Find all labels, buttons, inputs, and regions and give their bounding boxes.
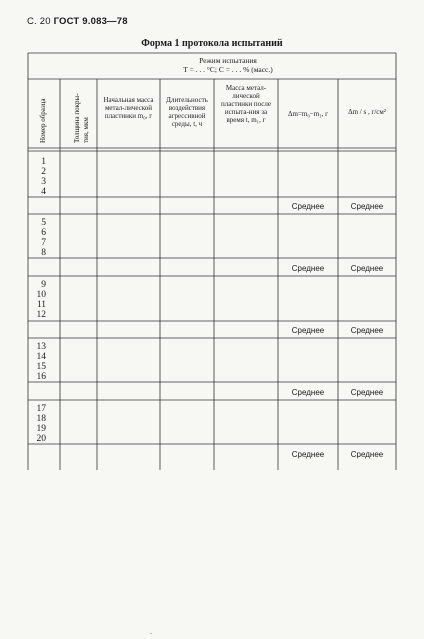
col-header-mass-after: Масса метал-лической пластинки после испыта-ния за время t, m₁, г <box>220 84 272 124</box>
row-number: 1 <box>41 157 46 167</box>
row-number: 13 <box>36 342 46 352</box>
avg-delta-m-per-s: Среднее <box>350 388 384 397</box>
row-number: 8 <box>41 248 46 258</box>
avg-delta-m-per-s: Среднее <box>350 450 384 459</box>
col-header-sample-no: Номер образца <box>39 98 47 143</box>
avg-delta-m-per-s: Среднее <box>350 264 384 273</box>
col-header-delta-m: Δm=m₀−m₁, г <box>288 110 328 118</box>
row-number: 16 <box>36 372 46 382</box>
avg-delta-m: Среднее <box>291 326 325 335</box>
row-number: 19 <box>36 424 46 434</box>
page-number: С. 20 <box>27 16 51 27</box>
row-number: 2 <box>41 167 46 177</box>
row-number: 5 <box>41 218 46 228</box>
row-number: 14 <box>36 352 46 362</box>
avg-delta-m: Среднее <box>291 450 325 459</box>
row-number: 6 <box>41 228 46 238</box>
standard-number: ГОСТ 9.083—78 <box>53 16 128 27</box>
row-number: 9 <box>41 280 46 290</box>
form-title: Форма 1 протокола испытаний <box>141 38 283 49</box>
row-number: 11 <box>36 300 46 310</box>
col-header-coating-thickness: Толщина покры-тия, мкм <box>73 93 90 143</box>
row-number: 18 <box>36 414 46 424</box>
avg-delta-m: Среднее <box>291 388 325 397</box>
col-header-initial-mass: Начальная масса метал-лической пластинки m₀, г <box>103 96 154 120</box>
avg-delta-m-per-s: Среднее <box>350 202 384 211</box>
avg-delta-m: Среднее <box>291 264 325 273</box>
row-number: 20 <box>36 434 46 444</box>
test-mode-params: T = . . . °C; C = . . . % (масс.) <box>183 65 273 74</box>
row-number: 10 <box>36 290 46 300</box>
avg-delta-m: Среднее <box>291 202 325 211</box>
col-header-delta-m-per-s: Δm / s , г/см² <box>348 108 386 116</box>
test-mode-header <box>60 56 396 74</box>
row-number: 3 <box>41 177 46 187</box>
row-number: 15 <box>36 362 46 372</box>
row-number: 4 <box>41 187 46 197</box>
footer-mark: . <box>150 627 152 636</box>
avg-delta-m-per-s: Среднее <box>350 326 384 335</box>
col-header-exposure-duration: Длительность воздействия агрессивной среды, t, ч <box>166 96 208 128</box>
row-number: 12 <box>36 310 46 320</box>
test-mode-label: Режим испытания <box>199 56 257 65</box>
row-number: 7 <box>41 238 46 248</box>
row-number: 17 <box>36 404 46 414</box>
